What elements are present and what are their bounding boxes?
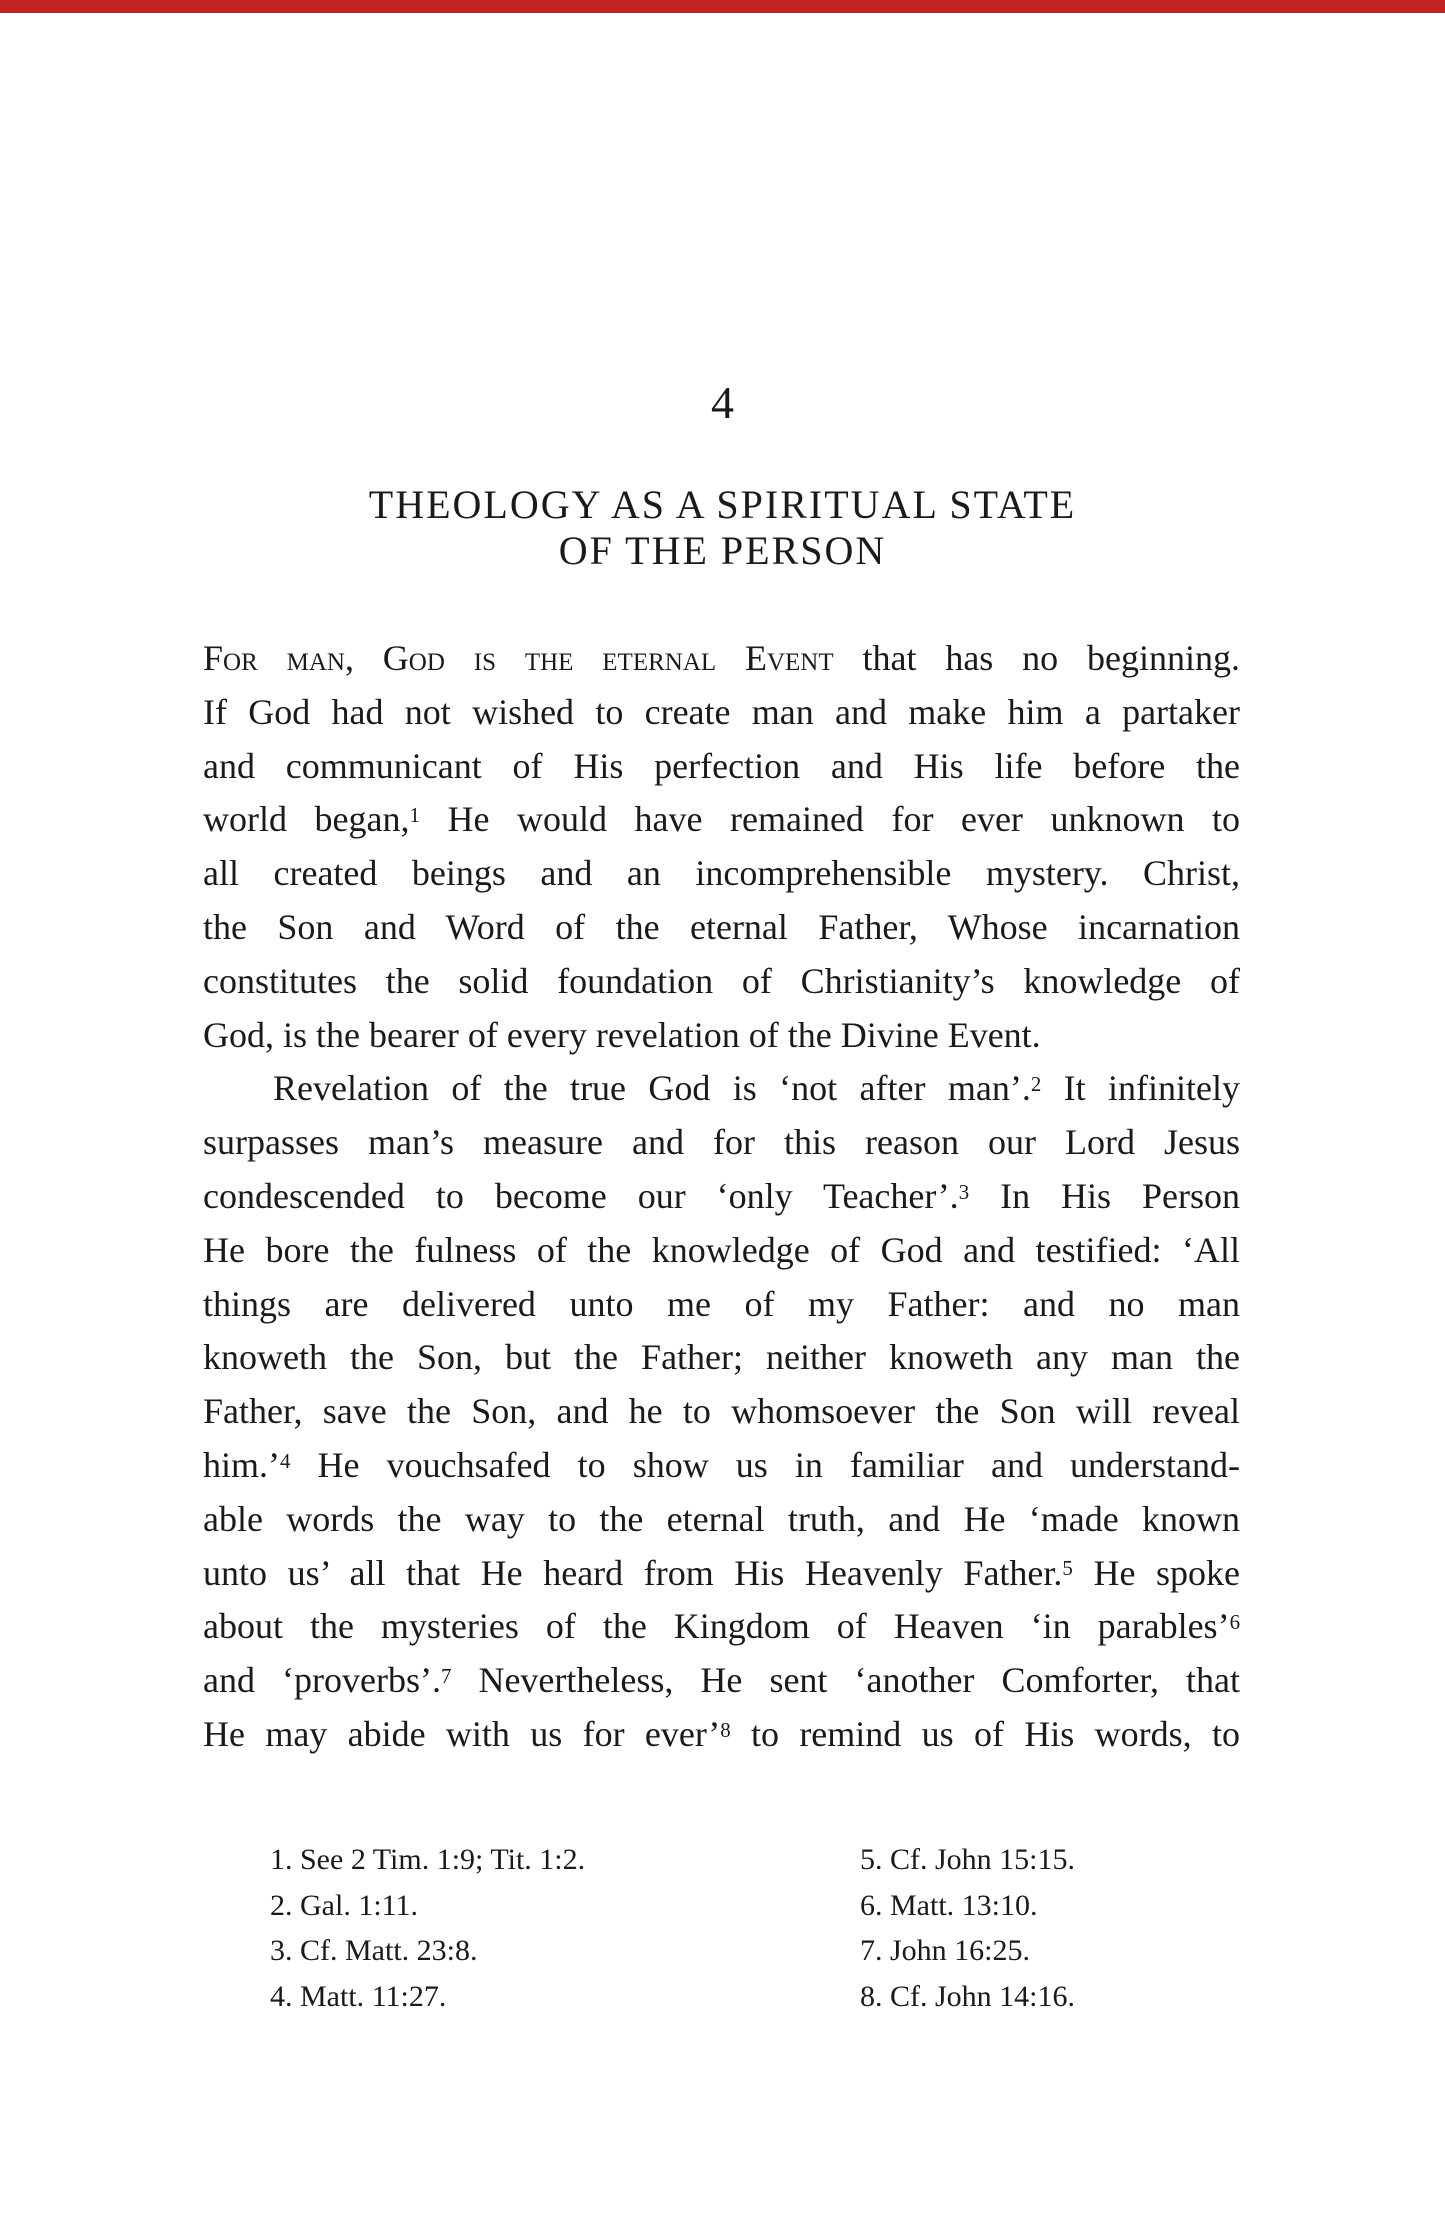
body-line: and communicant of His perfection and His life before the [203,745,1240,786]
body-line: things are delivered unto me of my Father: and no man [203,1283,1240,1324]
chapter-title-line1: THEOLOGY AS A SPIRITUAL STATE [368,482,1077,527]
chapter-title-line2: OF THE PERSON [558,528,887,573]
footnote-item: 6. Matt. 13:10. [860,1888,1038,1922]
body-line: Revelation of the true God is ‘not after man’.$^2$ It infinitely [273,1068,1240,1109]
footnote-item: 2. Gal. 1:11. [270,1888,419,1922]
body-line: all created beings and an incomprehensible mystery. Christ, [203,853,1240,894]
body-line: about the mysteries of the Kingdom of Heaven ‘in parables’$^6$ [203,1606,1240,1647]
footnote-item: 5. Cf. John 15:15. [860,1843,1076,1876]
body-line: constitutes the solid foundation of Christianity’s knowledge of [203,960,1240,1001]
footnote-ref: 7 [440,1663,452,1688]
top-edge-scan-artifact [0,0,1445,13]
body-line: Father, save the Son, and he to whomsoever the Son will reveal [203,1391,1240,1432]
footnote-ref: 4 [280,1448,291,1473]
footnote-ref: 8 [720,1717,731,1742]
footnote-item: 7. John 16:25. [860,1934,1031,1967]
chapter-title [0,482,1445,574]
body-line: If God had not wished to create man and make him a partaker [203,691,1240,732]
footnote-ref: 5 [1062,1556,1073,1581]
footnotes-right-column [860,1837,1270,2019]
footnote-item: 4. Matt. 11:27. [270,1979,447,2013]
body-line: him.’$^4$ He vouchsafed to show us in familiar and understand- [203,1444,1240,1485]
body-line: For man, God is the eternal Event that has no beginning. [203,638,1240,678]
body-line: surpasses man’s measure and for this reason our Lord Jesus [203,1122,1240,1163]
body-line: world began,$^1$ He would have remained for ever unknown to [203,799,1240,840]
body-line: He may abide with us for ever’$^8$ to remind us of His words, to [203,1713,1240,1754]
body-line: and ‘proverbs’.$^7$ Nevertheless, He sent ‘another Comforter, that [203,1660,1240,1701]
small-caps-opening: For man, God is the eternal Event [203,638,834,678]
footnote-item: 8. Cf. John 14:16. [860,1979,1076,2013]
body-line: knoweth the Son, but the Father; neither knoweth any man the [203,1337,1240,1378]
body-text [203,632,1240,1762]
body-line: God, is the bearer of every revelation of the Divine Event. [203,1014,1041,1055]
body-line: condescended to become our ‘only Teacher’.$^3$ In His Person [203,1175,1240,1216]
footnote-item: 3. Cf. Matt. 23:8. [270,1934,478,1967]
footnote-ref: 3 [958,1179,970,1204]
body-line: unto us’ all that He heard from His Heavenly Father.$^5$ He spoke [203,1552,1240,1593]
footnote-ref: 1 [409,803,420,827]
footnote-ref: 6 [1229,1609,1240,1634]
footnotes-left-column [270,1837,860,2019]
body-line: He bore the fulness of the knowledge of God and testified: ‘All [203,1229,1240,1270]
footnote-item: 1. See 2 Tim. 1:9; Tit. 1:2. [270,1843,586,1876]
chapter-number: 4 [711,377,734,428]
body-line: able words the way to the eternal truth, and He ‘made known [203,1498,1240,1539]
footnote-ref: 2 [1030,1071,1042,1096]
footnotes [270,1837,1270,2019]
body-line: the Son and Word of the eternal Father, Whose incarnation [203,906,1240,947]
